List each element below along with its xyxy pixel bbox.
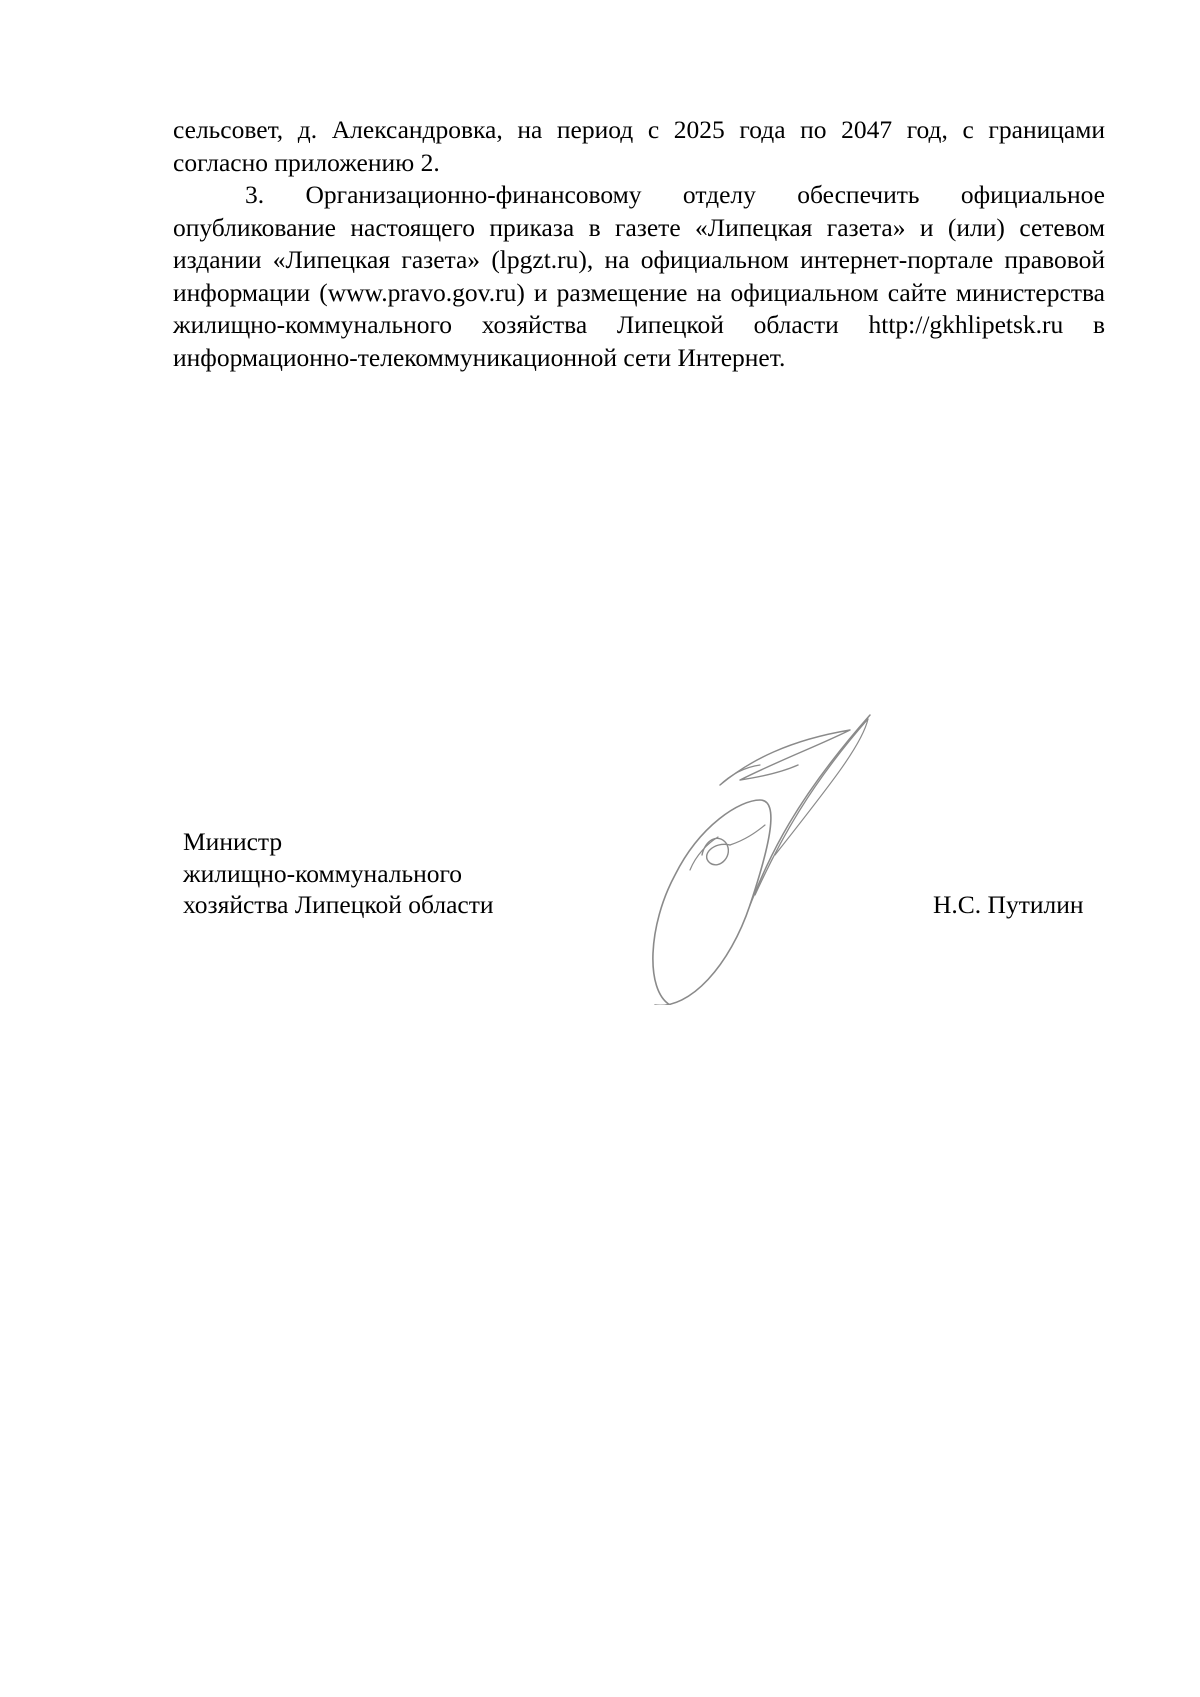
paragraph-item-3: 3. Организационно-финансовому отделу обеспечить официальное опубликование настоящего приказа в газете «Липецкая газета» и (или) сетевом издании «Липецкая газета» (lpgzt.ru), на официальном интернет-портале правовой информации (www.pravo.gov.ru) и размещение на официальном сайте министерства жилищно-коммунального хозяйства Липецкой области http://gkhlipetsk.ru в информационно-телекоммуникационной сети Интернет. bbox=[173, 180, 1105, 372]
paragraph-continuation: сельсовет, д. Александровка, на период с 2025 года по 2047 год, с границами согласно приложению 2. bbox=[173, 115, 1105, 177]
signer-position-line: Министр bbox=[183, 827, 283, 856]
signer-position-line: хозяйства Липецкой области bbox=[183, 890, 494, 919]
signer-position bbox=[183, 826, 494, 921]
handwritten-signature-icon bbox=[630, 705, 890, 1005]
signer-position-line: жилищно-коммунального bbox=[183, 858, 463, 888]
signer-name: Н.С. Путилин bbox=[933, 890, 1084, 919]
